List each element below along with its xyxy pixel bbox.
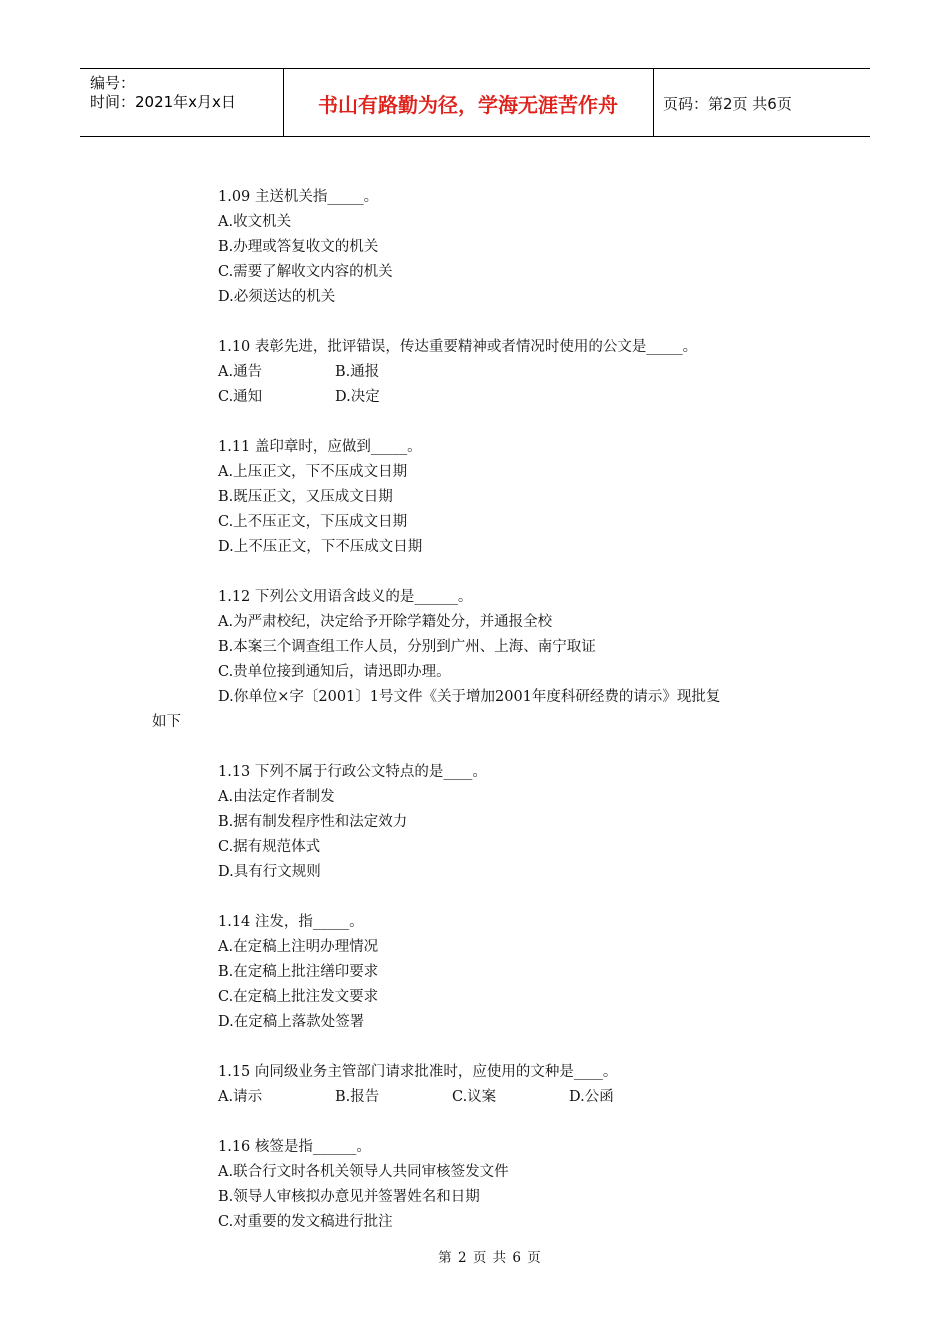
question-stem: 1.14 注发，指_____。 [218,914,364,930]
option-b: B.通报 [335,364,380,380]
option-b: B.领导人审核拟办意见并签署姓名和日期 [218,1189,480,1205]
question-stem: 1.15 向同级业务主管部门请求批准时，应使用的文种是____。 [218,1064,618,1080]
question-1-09 [0,185,950,310]
page-footer: 第 2 页 共 6 页 [438,1250,542,1266]
question-1-10 [0,335,950,410]
question-stem: 1.10 表彰先进，批评错误，传达重要精神或者情况时使用的公文是_____。 [218,339,698,355]
option-c: C.议案 [452,1089,497,1105]
question-stem: 1.13 下列不属于行政公文特点的是____。 [218,764,487,780]
question-stem: 1.16 核签是指______。 [218,1139,371,1155]
option-c: C.在定稿上批注发文要求 [218,989,379,1005]
option-a: A.通告 [218,364,263,380]
option-c: C.上不压正文，下压成文日期 [218,514,408,530]
option-d: D.具有行文规则 [218,864,321,880]
option-row [0,385,950,410]
option-d: D.你单位×字〔2001〕1号文件《关于增加2001年度科研经费的请示》现批复 [218,689,721,705]
option-a: A.联合行文时各机关领导人共同审核签发文件 [218,1164,509,1180]
option-d: D.公函 [569,1089,614,1105]
question-stem: 1.12 下列公文用语含歧义的是______。 [218,589,473,605]
header-info-cell [80,69,284,136]
option-b: B.本案三个调查组工作人员，分别到广州、上海、南宁取证 [218,639,596,655]
option-b: B.既压正文，又压成文日期 [218,489,393,505]
option-d: D.必须送达的机关 [218,289,336,305]
question-1-12 [0,585,950,735]
question-stem: 1.11 盖印章时，应做到_____。 [218,439,422,455]
option-a: A.收文机关 [218,214,292,230]
option-a: A.在定稿上注明办理情况 [218,939,379,955]
option-d: D.上不压正文，下不压成文日期 [218,539,423,555]
option-c: C.对重要的发文稿进行批注 [218,1214,393,1230]
option-d-continuation: 如下 [152,714,181,730]
question-list [0,185,950,1260]
option-a: A.请示 [218,1089,263,1105]
option-c: C.需要了解收文内容的机关 [218,264,393,280]
option-a: A.为严肃校纪，决定给予开除学籍处分，并通报全校 [218,614,553,630]
option-b: B.报告 [335,1089,380,1105]
option-c: C.据有规范体式 [218,839,321,855]
option-b: B.据有制发程序性和法定效力 [218,814,408,830]
option-c: C.贵单位接到通知后，请迅即办理。 [218,664,451,680]
question-1-14 [0,910,950,1035]
header-page-number: 页码：第2页 共6页 [663,95,792,113]
option-row [0,1085,950,1110]
question-1-15 [0,1060,950,1110]
question-1-16 [0,1135,950,1235]
option-d: D.在定稿上落款处签署 [218,1014,365,1030]
document-number-label: 编号： [90,74,136,92]
option-b: B.办理或答复收文的机关 [218,239,379,255]
option-a: A.上压正文，下不压成文日期 [218,464,408,480]
header-motto: 书山有路勤为径，学海无涯苦作舟 [318,93,618,117]
question-1-11 [0,435,950,560]
document-date-label: 时间：2021年x月x日 [90,93,236,111]
page-header [80,68,870,137]
question-stem: 1.09 主送机关指_____。 [218,189,379,205]
option-c: C.通知 [218,389,263,405]
option-d: D.决定 [335,389,380,405]
option-b: B.在定稿上批注缮印要求 [218,964,379,980]
header-motto-cell [283,69,654,136]
question-1-13 [0,760,950,885]
option-row [0,360,950,385]
header-page-cell [653,69,870,136]
option-a: A.由法定作者制发 [218,789,335,805]
